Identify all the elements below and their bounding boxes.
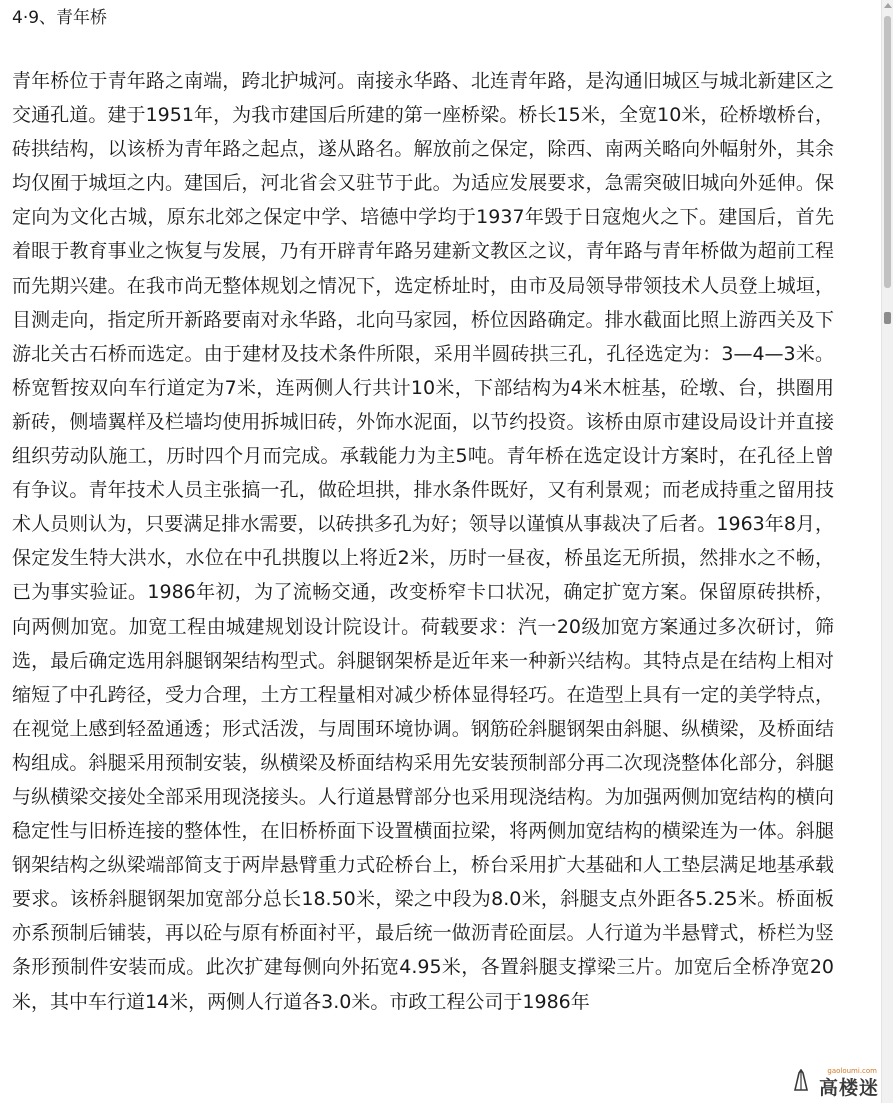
- watermark-url: gaoloumi.com: [827, 1067, 877, 1075]
- building-logo-icon: [793, 1069, 809, 1091]
- scrollbar-thumb[interactable]: [884, 16, 891, 288]
- site-watermark: [793, 1067, 879, 1099]
- vertical-scrollbar[interactable]: [881, 0, 893, 1103]
- scrollbar-marker: [884, 312, 891, 324]
- body-paragraph: 青年桥位于青年路之南端，跨北护城河。南接永华路、北连青年路，是沟通旧城区与城北新建区之交通孔道。建于1951年，为我市建国后所建的第一座桥梁。桥长15米，全宽10米，砼桥墩桥台，砖拱结构，以该桥为青年路之起点，遂从路名。解放前之保定，除西、南两关略向外幅射外，其余均仅囿于城垣之内。建国后，河北省会又驻节于此。为适应发展要求，急需突破旧城向外延伸。保定向为文化古城，原东北郊之保定中学、培德中学均于1937年毁于日寇炮火之下。建国后，首先着眼于教育事业之恢复与发展，乃有开辟青年路另建新文教区之议，青年路与青年桥做为超前工程而先期兴建。在我市尚无整体规划之情况下，选定桥址时，由市及局领导带领技术人员登上城垣，目测走向，指定所开新路要南对永华路，北向马家园，桥位因路确定。排水截面比照上游西关及下游北关古石桥而选定。由于建材及技术条件所限，采用半圆砖拱三孔，孔径选定为：3—4—3米。桥宽暂按双向车行道定为7米，连两侧人行共计10米，下部结构为4米木桩基，砼墩、台，拱圈用新砖，侧墙翼样及栏墙均使用拆城旧砖，外饰水泥面，以节约投资。该桥由原市建设局设计并直接组织劳动队施工，历时四个月而完成。承载能力为主5吨。青年桥在选定设计方案时，在孔径上曾有争议。青年技术人员主张搞一孔，做砼坦拱，排水条件既好，又有利景观；而老成持重之留用技术人员则认为，只要满足排水需要，以砖拱多孔为好；领导以谨慎从事裁决了后者。1963年8月，保定发生特大洪水，水位在中孔拱腹以上将近2米，历时一昼夜，桥虽迄无所损，然排水之不畅，已为事实验证。1986年初，为了流畅交通，改变桥窄卡口状况，确定扩宽方案。保留原砖拱桥，向两侧加宽。加宽工程由城建规划设计院设计。荷载要求：汽一20级加宽方案通过多次研讨，筛选，最后确定选用斜腿钢架结构型式。斜腿钢架桥是近年来一种新兴结构。其特点是在结构上相对缩短了中孔跨径，受力合理，土方工程量相对减少桥体显得轻巧。在造型上具有一定的美学特点，在视觉上感到轻盈通透；形式活泼，与周围环境协调。钢筋砼斜腿钢架由斜腿、纵横梁，及桥面结构组成。斜腿采用预制安装，纵横梁及桥面结构采用先安装预制部分再二次现浇整体化部分，斜腿与纵横梁交接处全部采用现浇接头。人行道悬臂部分也采用现浇结构。为加强两侧加宽结构的横向稳定性与旧桥连接的整体性，在旧桥桥面下设置横面拉梁，将两侧加宽结构的横梁连为一体。斜腿钢架结构之纵梁端部简支于两岸悬臂重力式砼桥台上，桥台采用扩大基础和人工垫层满足地基承载要求。该桥斜腿钢架加宽部分总长18.50米，梁之中段为8.0米，斜腿支点外距各5.25米。桥面板亦系预制后铺装，再以砼与原有桥面衬平，最后统一做沥青砼面层。人行道为半悬臂式，桥栏为竖条形预制件安装而成。此次扩建每侧向外拓宽4.95米，各置斜腿支撑梁三片。加宽后全桥净宽20米，其中车行道14米，两侧人行道各3.0米。市政工程公司于1986年: [12, 70, 834, 1013]
- scroll-up-arrow-icon[interactable]: [884, 3, 892, 8]
- section-heading: 4·9、青年桥: [12, 8, 108, 28]
- watermark-text: 高楼迷: [818, 1077, 879, 1099]
